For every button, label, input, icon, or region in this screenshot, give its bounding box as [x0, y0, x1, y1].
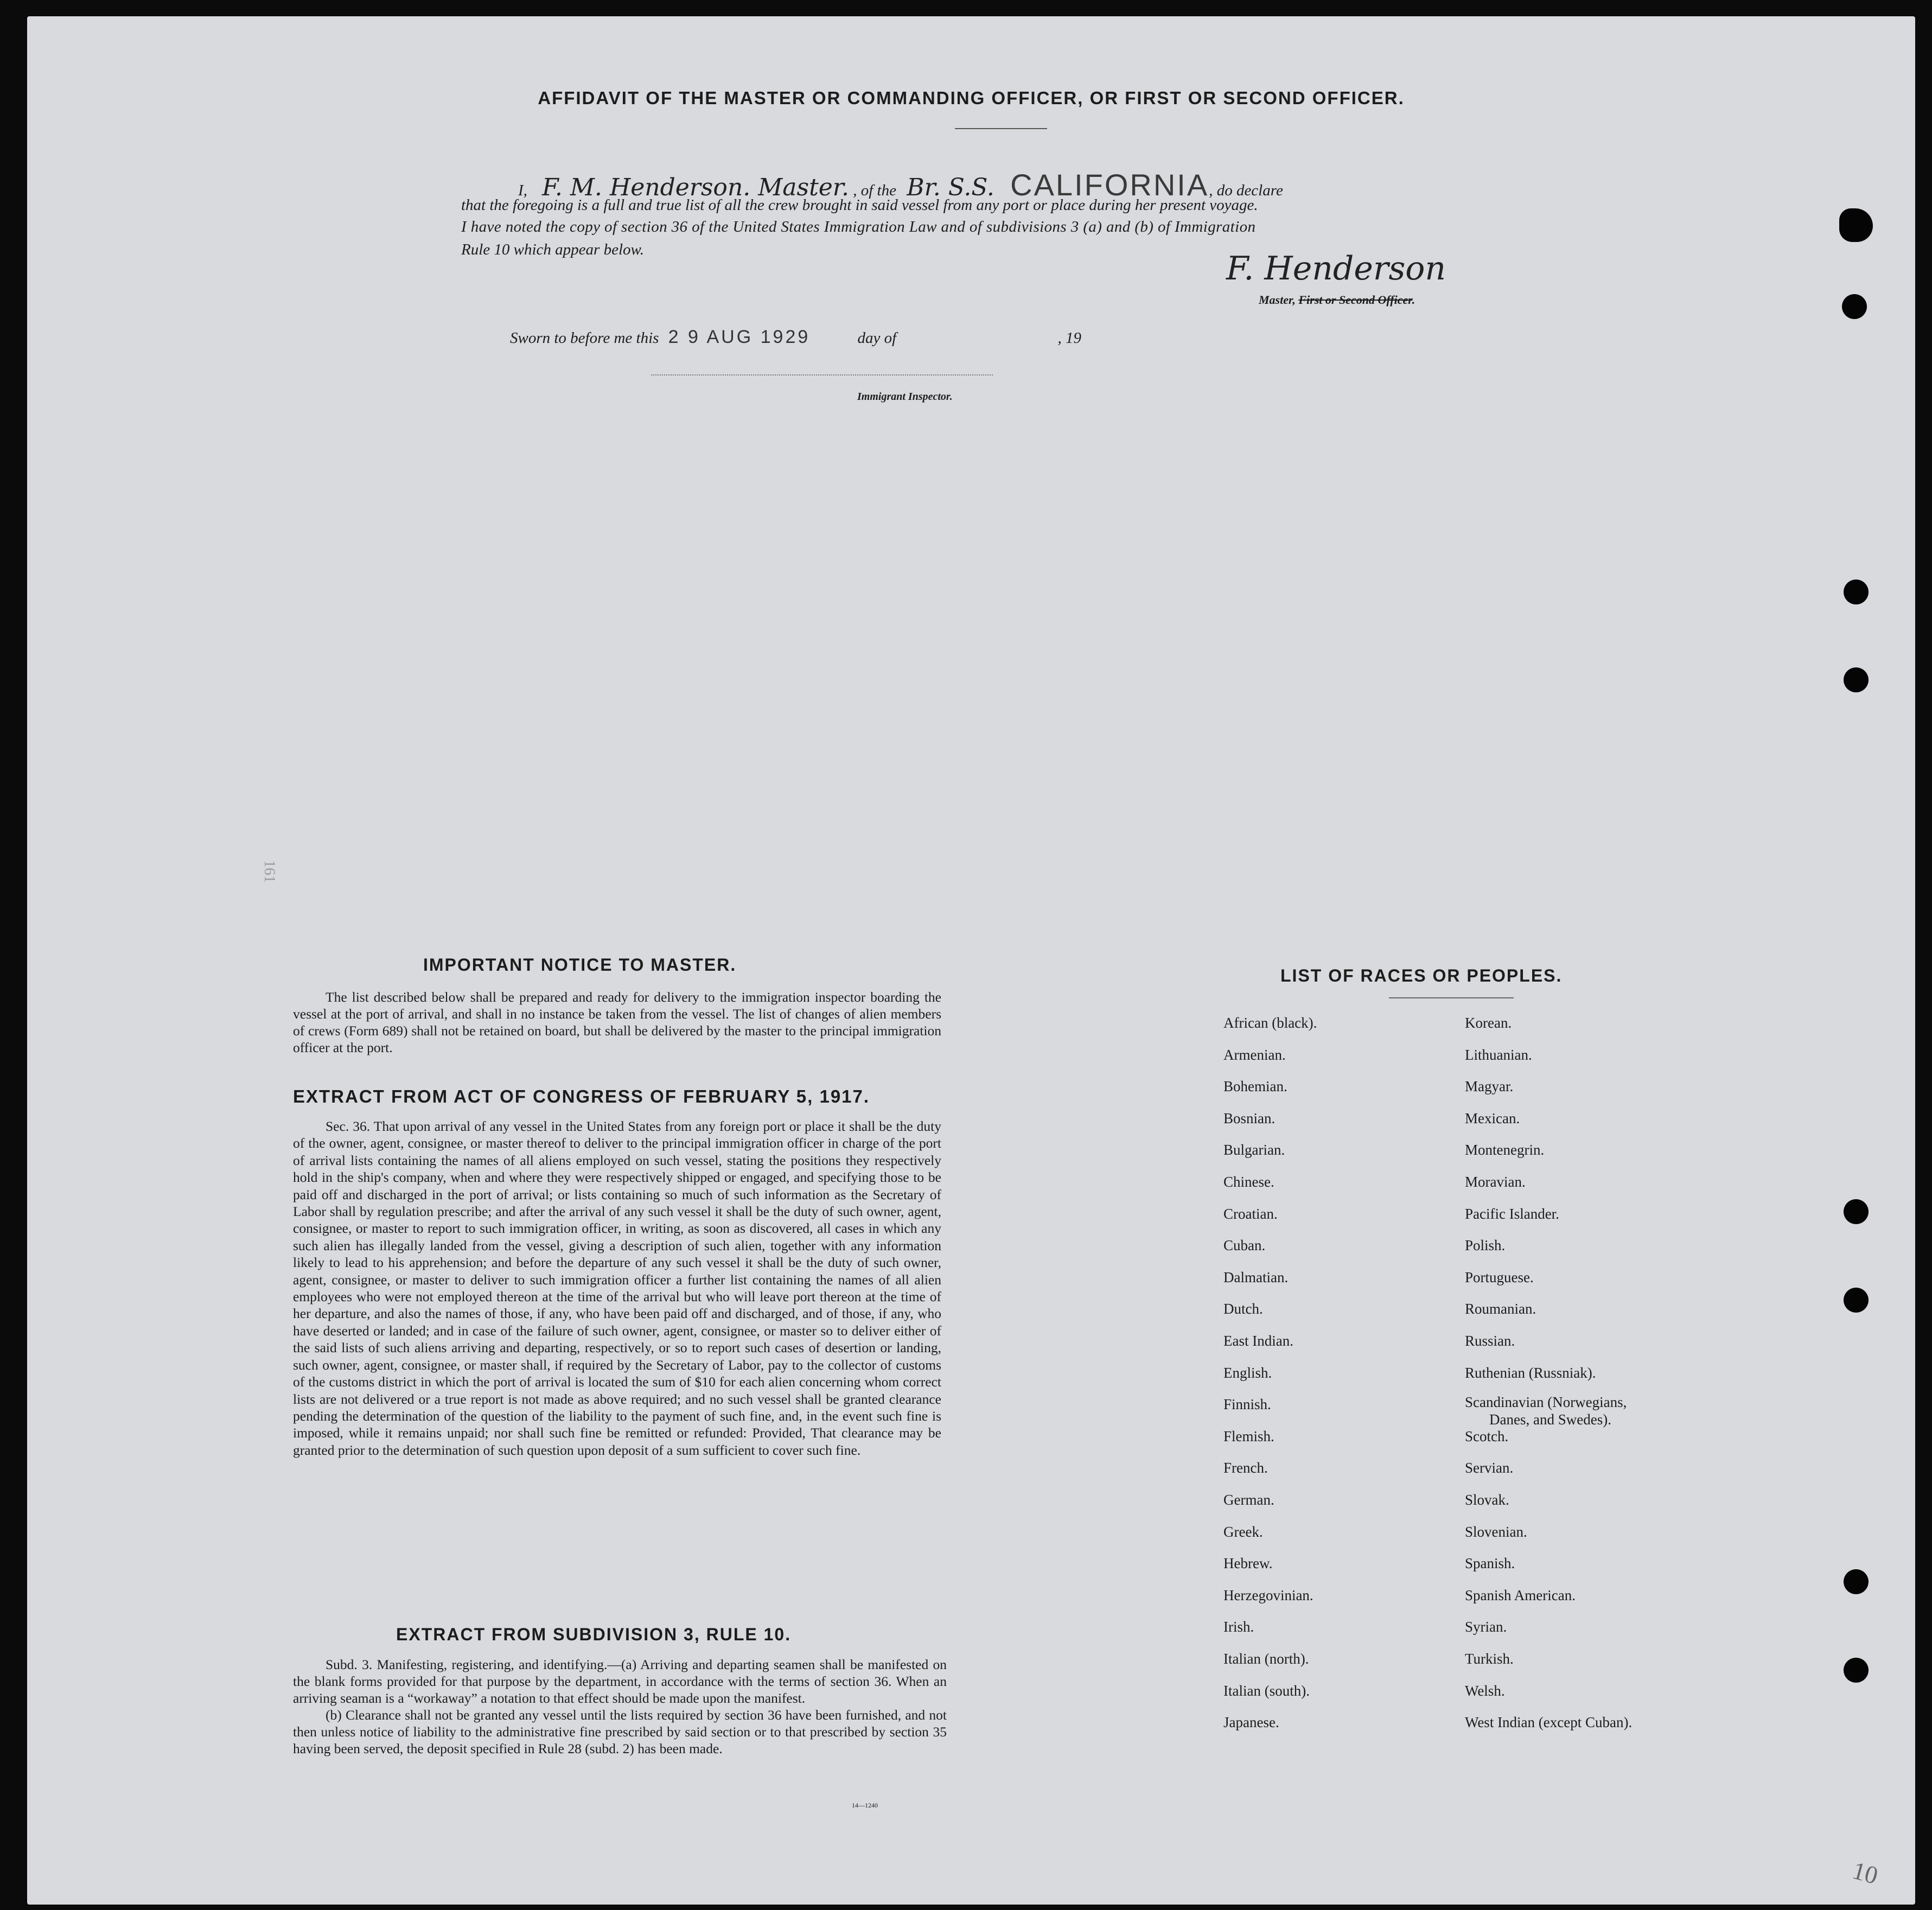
act-extract-body	[293, 1118, 941, 1459]
race-item: Dutch.	[1223, 1301, 1263, 1317]
notice-title: IMPORTANT NOTICE TO MASTER.	[423, 955, 737, 975]
sec-36-text: Sec. 36. That upon arrival of any vessel in the United States from any foreign port or place it shall be the duty of the owner, agent, consignee, or master thereof to deliver to the principal immigration officer in charge of the port of arrival lists containing the names of all aliens employed on such vessel, stating the positions they respectively hold in the ship's company, when and where they were respectively shipped or engaged, and specifying those to be paid off and discharged in the port of arrival; or lists containing so much of such information as the Secretary of Labor shall by regulation prescribe; and after the arrival of any such vessel it shall be the duty of such owner, agent, consignee, or master to report to such immigration officer, in writing, as soon as discovered, all cases in which any such alien has illegally landed from the vessel, giving a description of such alien, together with any information likely to lead to his apprehension; and before the departure of any such vessel it shall be the duty of such owner, agent, consignee, or master to deliver to such immigration officer a further list containing the names of all alien employees who were not employed thereon at the time of the arrival but who will leave port thereon at the time of her departure, and also the names of those, if any, who have been paid off and discharged, and of those, if any, who have deserted or landed; and in case of the failure of such owner, agent, consignee, or master so to deliver either of the said lists of such aliens arriving and departing, respectively, or so to report such cases of desertion or landing, such owner, agent, consignee, or master shall, if required by the Secretary of Labor, pay to the collector of customs of the customs district in which the port of arrival is located the sum of $10 for each alien concerning whom correct lists are not delivered or a true report is not made as above required; and no such vessel shall be granted clearance pending the determination of the question of the liability to the payment of such fine, and, in the event such fine is imposed, while it remains unpaid; nor shall such fine be remitted or refunded: Provided, That clearance may be granted prior to the determination of such question upon deposit of a sum sufficient to cover such fine.	[293, 1118, 941, 1458]
race-item: Bohemian.	[1223, 1078, 1287, 1095]
notice-body	[293, 989, 941, 1056]
master-signature: F. Henderson	[1226, 250, 1446, 288]
race-item: Irish.	[1223, 1619, 1254, 1635]
race-item: Syrian.	[1465, 1619, 1507, 1635]
race-item: Portuguese.	[1465, 1269, 1534, 1285]
margin-number: 161	[261, 860, 278, 883]
race-item: African (black).	[1223, 1015, 1317, 1031]
race-item: Montenegrin.	[1465, 1142, 1545, 1158]
race-item-continuation: Danes, and Swedes).	[1489, 1411, 1611, 1428]
race-item: West Indian (except Cuban).	[1465, 1714, 1633, 1731]
race-item: Bulgarian.	[1223, 1142, 1285, 1158]
race-item: Ruthenian (Russniak).	[1465, 1364, 1596, 1381]
day-of-text: day of	[857, 329, 897, 347]
title-master: Master,	[1259, 293, 1296, 307]
races-title: LIST OF RACES OR PEOPLES.	[1280, 966, 1563, 985]
binder-hole	[1844, 1569, 1869, 1594]
document-sheet	[27, 16, 1915, 1905]
do-declare-text: , do declare	[1209, 182, 1283, 199]
race-item: Armenian.	[1223, 1046, 1286, 1063]
race-item: German.	[1223, 1492, 1274, 1508]
of-the-text: , of the	[853, 182, 896, 199]
race-item: Chinese.	[1223, 1174, 1274, 1190]
affidavit-line-3: I have noted the copy of section 36 of the United States Immigration Law and of subdivisions 3 (a) and (b) of Immigration	[461, 218, 1256, 235]
title-struck: First or Second Officer	[1298, 293, 1412, 307]
rule-extract-body	[293, 1656, 947, 1757]
binder-hole	[1844, 667, 1869, 692]
form-code: 14—1240	[852, 1801, 878, 1809]
race-item: Hebrew.	[1223, 1555, 1273, 1572]
subd-3a-text: Subd. 3. Manifesting, registering, and identifying.—(a) Arriving and departing seamen shall be manifested on the blank forms provided for that purpose by the department, in accordance with the terms of section 36. When an arriving seaman is a “workaway” a notation to that effect should be made upon the manifest.	[293, 1657, 947, 1706]
rule-extract-title: EXTRACT FROM SUBDIVISION 3, RULE 10.	[396, 1625, 792, 1644]
race-item: Russian.	[1465, 1333, 1515, 1349]
page-mark: 10	[1850, 1856, 1881, 1890]
affidavit-line-4: Rule 10 which appear below.	[461, 241, 644, 258]
race-item: Turkish.	[1465, 1651, 1514, 1667]
race-item: Spanish.	[1465, 1555, 1515, 1572]
sworn-prefix: Sworn to before me this	[510, 329, 659, 347]
race-item: Bosnian.	[1223, 1110, 1276, 1126]
binder-hole	[1839, 208, 1873, 242]
race-item: Flemish.	[1223, 1428, 1274, 1444]
race-item: Pacific Islander.	[1465, 1205, 1559, 1222]
race-item: Slovak.	[1465, 1492, 1509, 1508]
binder-hole	[1842, 294, 1867, 319]
binder-hole	[1844, 1288, 1869, 1313]
act-extract-title: EXTRACT FROM ACT OF CONGRESS OF FEBRUARY 5, 1917.	[293, 1086, 870, 1106]
title-period: .	[1412, 293, 1415, 307]
notice-text: The list described below shall be prepared and ready for delivery to the immigration inspector boarding the vessel at the port of arrival, and shall in no instance be taken from the vessel. The list of changes of alien members of crews (Form 689) shall not be retained on board, but shall be delivered by the master to the principal immigration officer at the port.	[293, 989, 941, 1055]
inspector-signature-line	[651, 374, 993, 375]
race-item: Mexican.	[1465, 1110, 1520, 1126]
race-item: Magyar.	[1465, 1078, 1514, 1095]
title-divider	[955, 128, 1047, 129]
vessel-name-stamp: CALIFORNIA	[1010, 168, 1209, 202]
race-item: Slovenian.	[1465, 1523, 1527, 1540]
race-item: Welsh.	[1465, 1682, 1505, 1699]
race-item: English.	[1223, 1364, 1272, 1381]
race-item: Finnish.	[1223, 1396, 1271, 1413]
year-text: , 19	[1057, 329, 1081, 347]
race-item: Spanish American.	[1465, 1587, 1576, 1603]
race-item: Roumanian.	[1465, 1301, 1536, 1317]
affidavit-title: AFFIDAVIT OF THE MASTER OR COMMANDING OFFICER, OR FIRST OR SECOND OFFICER.	[538, 88, 1405, 108]
race-item: Japanese.	[1223, 1714, 1279, 1731]
affidavit-line-2: that the foregoing is a full and true list of all the crew brought in said vessel from any port or place during her present voyage.	[461, 196, 1258, 214]
race-item: Herzegovinian.	[1223, 1587, 1313, 1603]
inspector-label: Immigrant Inspector.	[857, 391, 953, 403]
race-item: French.	[1223, 1460, 1268, 1476]
race-item: Cuban.	[1223, 1237, 1266, 1254]
affidavit-prefix: I,	[518, 182, 527, 199]
date-stamp: 2 9 AUG 1929	[668, 327, 811, 347]
binder-hole	[1844, 580, 1869, 604]
binder-hole	[1844, 1199, 1869, 1224]
vessel-prefix-handwritten: Br. S.S.	[907, 174, 994, 201]
subd-3b-text: (b) Clearance shall not be granted any vessel until the lists required by section 36 have been furnished, and not then unless notice of liability to the administrative fine prescribed by said section or to that prescribed by section 35 having been served, the deposit specified in Rule 28 (subd. 2) has been made.	[293, 1707, 947, 1756]
master-name-handwritten: F. M. Henderson. Master.	[542, 174, 849, 201]
race-item: Servian.	[1465, 1460, 1514, 1476]
race-item: Moravian.	[1465, 1174, 1526, 1190]
binder-hole	[1844, 1658, 1869, 1683]
race-item: Dalmatian.	[1223, 1269, 1289, 1285]
race-item: Scotch.	[1465, 1428, 1509, 1444]
race-item: Croatian.	[1223, 1205, 1278, 1222]
race-item: Polish.	[1465, 1237, 1506, 1254]
race-item: Italian (south).	[1223, 1682, 1310, 1699]
race-item: Italian (north).	[1223, 1651, 1309, 1667]
sworn-line	[510, 327, 1081, 348]
race-item: East Indian.	[1223, 1333, 1293, 1349]
races-divider	[1389, 997, 1514, 998]
race-item: Greek.	[1223, 1523, 1263, 1540]
race-item: Lithuanian.	[1465, 1046, 1532, 1063]
race-item: Scandinavian (Norwegians,	[1465, 1394, 1627, 1411]
signature-title	[1259, 293, 1415, 307]
race-item: Korean.	[1465, 1015, 1512, 1031]
